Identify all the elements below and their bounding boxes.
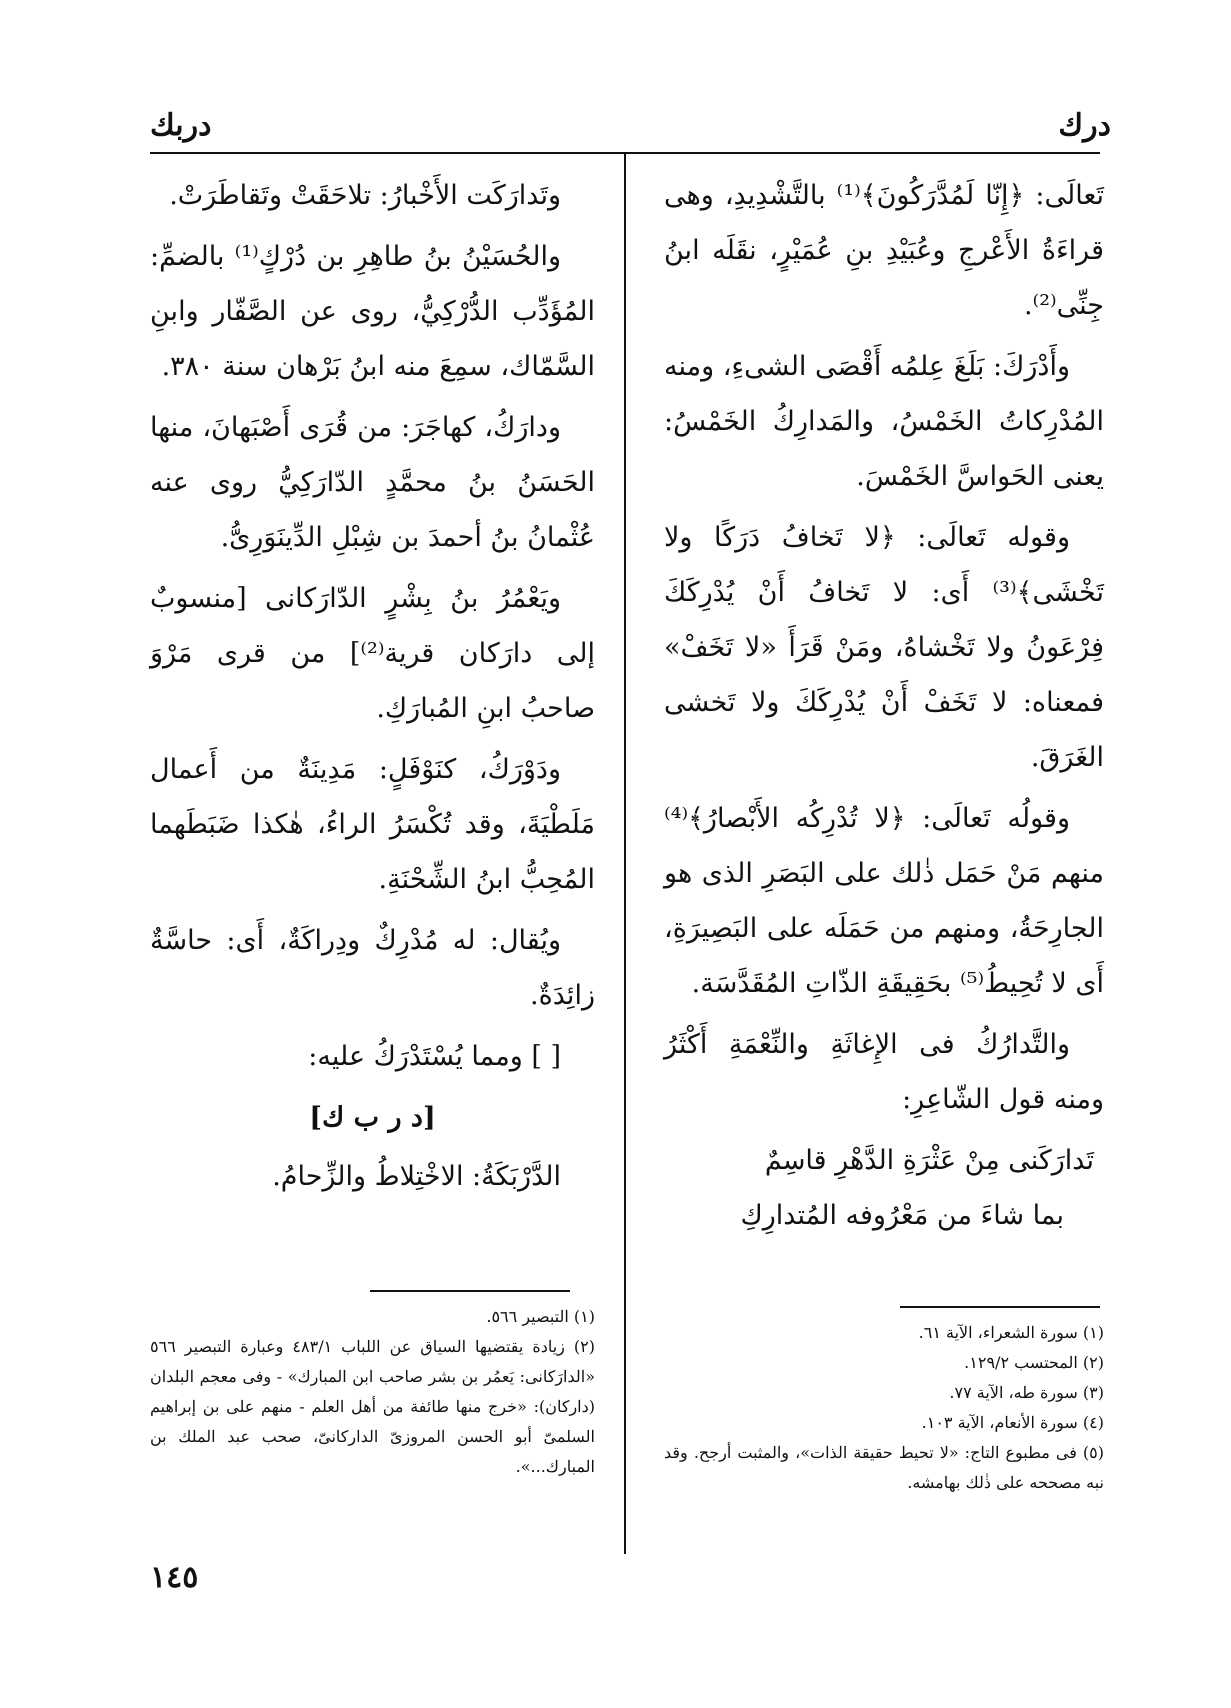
paragraph: وقولُه تَعالَى: ﴿لا تُدْرِكُه الأَبْصارُ﴾⁽⁴⁾ منهم مَنْ حَمَل ذٰلك على البَصَرِ الذى هو الجارِحَةُ، ومنهم من حَمَلَه على البَصِيرَةِ، أَى لا تُحِيطُ⁽⁵⁾ بحَقِيقَةِ الذّاتِ المُقَدَّسَة. [664,803,1104,999]
section-heading: [د ر ب ك] [309,1102,436,1133]
paragraph: تَعالَى: ﴿إِنّا لَمُدَّرَكُونَ﴾⁽¹⁾ بالتَّشْدِيدِ، وهى قراءَةُ الأَعْرجِ وعُبَيْدِ بنِ عُمَيْرٍ، نقَلَه ابنُ جِنِّى⁽²⁾. [664,180,1105,321]
right-column [664,168,1104,1243]
verse-line-2: بما شاءَ من مَعْرُوفه المُتدارِكِ [740,1200,1064,1231]
running-head-left: دربك [150,108,212,143]
paragraph: ودَوْرَكُ، كنَوْفَلٍ: مَدِينَةٌ من أَعمال مَلَطْيَةَ، وقد تُكْسَرُ الراءُ، هٰكذا ضَبَطَهما المُحِبُّ ابنُ الشِّحْنَةِ. [150,754,595,895]
paragraph: وأَدْرَكَ: بَلَغَ عِلمُه أَقْصَى الشىءِ، ومنه المُدْرِكاتُ الخَمْسُ، والمَدارِكُ الخَمْسُ: يعنى الحَواسَّ الخَمْسَ. [663,351,1104,492]
footnote: (٢) زيادة يقتضيها السياق عن اللباب ٤٨٣/١ وعبارة التبصير ٥٦٦ «الدارَكانى: يَعمُر بن بشر صاحب ابن المبارك» - وفى معجم البلدان (داركان): «خرج منها طائفة من أهل العلم - منهم على بن إبراهيم السلمىّ أبو الحسن المروزىّ الداركانىّ، صحب عبد الملك بن المبارك...». [150,1337,596,1476]
paragraph: ويُقال: له مُدْرِكٌ ودِراكَةٌ، أَى: حاسَّةٌ زائِدَةٌ. [150,925,595,1011]
footnote: (٢) المحتسب ١٢٩/٢. [964,1353,1104,1372]
paragraph: والحُسَيْنُ بنُ طاهِرِ بن دُرْكٍ⁽¹⁾ بالضمِّ: المُؤَدِّب الدُّرْكِيُّ، روى عن الصَّفّار وابنِ السَّمّاك، سمِعَ منه ابنُ بَرْهان سنة ٣٨٠. [150,241,595,382]
footnotes-right [664,1318,1104,1498]
column-divider [624,154,626,1554]
footnotes-left [150,1302,595,1482]
paragraph: الدَّرْبَكَةُ: الاخْتِلاطُ والزِّحامُ. [272,1161,561,1192]
paragraph: وتَدارَكَت الأَخْبارُ: تلاحَقَتْ وتَقاطَرَتْ. [169,180,561,211]
paragraph: [ ] ومما يُسْتَدْرَكُ عليه: [308,1041,561,1072]
footnote: (٤) سورة الأنعام، الآية ١٠٣. [921,1413,1104,1432]
paragraph: وقوله تَعالَى: ﴿لا تَخافُ دَرَكًا ولا تَخْشَى﴾⁽³⁾ أَى: لا تَخافُ أَنْ يُدْرِكَكَ فِرْعَونُ ولا تَخْشاهُ، ومَنْ قَرَأَ «لا تَخَفْ» فمعناه: لا تَخَفْ أَنْ يُدْرِكَكَ ولا تَخشى الغَرَقَ. [664,522,1104,773]
footnote: (١) التبصير ٥٦٦. [486,1307,595,1326]
footnote-rule-right [900,1306,1100,1308]
running-head-right: درك [1058,108,1111,143]
footnote: (٥) فى مطبوع التاج: «لا تحيط حقيقة الذات»، والمثبت أرجح. وقد نبه مصححه على ذٰلك بهامشه. [664,1443,1104,1492]
footnote: (٣) سورة طه، الآية ٧٧. [949,1383,1104,1402]
paragraph: ويَعْمُرُ بنُ بِشْرٍ الدّارَكانى [منسوبٌ إلى دارَكان قرية⁽²⁾] من قرى مَرْوَ صاحبُ ابنِ المُبارَكِ. [150,583,595,724]
footnote-rule-left [370,1290,570,1292]
verse-line-1: تَدارَكَنى مِنْ عَثْرَةِ الدَّهْرِ قاسِمٌ [764,1145,1094,1176]
footnote: (١) سورة الشعراء، الآية ٦١. [918,1323,1104,1342]
page-number: ١٤٥ [150,1560,199,1595]
left-column [150,168,595,1210]
paragraph: ودارَكُ، كهاجَرَ: من قُرَى أَصْبَهانَ، منها الحَسَنُ بنُ محمَّدٍ الدّارَكِيُّ روى عنه عُثْمانُ بنُ أحمدَ بن شِبْلِ الدِّينَوَرِىُّ. [150,412,595,553]
paragraph: والتَّدارُكُ فى الإِغاثَةِ والنِّعْمَةِ أَكْثَرُ ومنه قول الشّاعِرِ: [664,1029,1104,1115]
